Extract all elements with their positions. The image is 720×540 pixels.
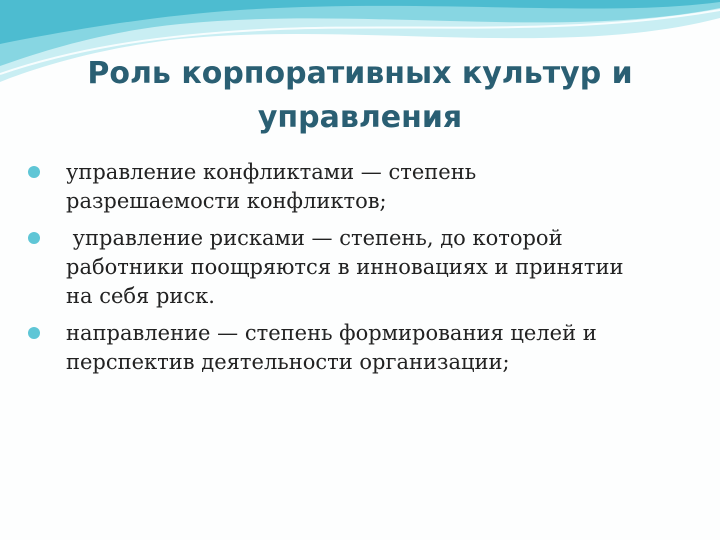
- bullet-dot-icon: [28, 166, 40, 178]
- slide-title-line-1: Роль корпоративных культур и: [87, 56, 633, 91]
- bullet-dot-icon: [28, 327, 40, 339]
- slide-title: [60, 52, 660, 140]
- bullet-list: [20, 158, 700, 385]
- bullet-text-line: направление — степень формирования целей и: [66, 321, 597, 345]
- bullet-item: [20, 224, 700, 311]
- bullet-text-line: управление рисками — степень, до которой: [66, 226, 563, 250]
- slide-title-line-2: управления: [257, 100, 463, 135]
- bullet-text-line: управление конфликтами — степень: [66, 160, 477, 184]
- bullet-text-line: разрешаемости конфликтов;: [66, 189, 387, 213]
- bullet-text-line: работники поощряются в инновациях и принятии: [66, 255, 624, 279]
- bullet-item: [20, 158, 700, 216]
- bullet-item: [20, 319, 700, 377]
- bullet-text-line: на себя риск.: [66, 284, 215, 308]
- bullet-text-line: перспектив деятельности организации;: [66, 350, 510, 374]
- bullet-dot-icon: [28, 232, 40, 244]
